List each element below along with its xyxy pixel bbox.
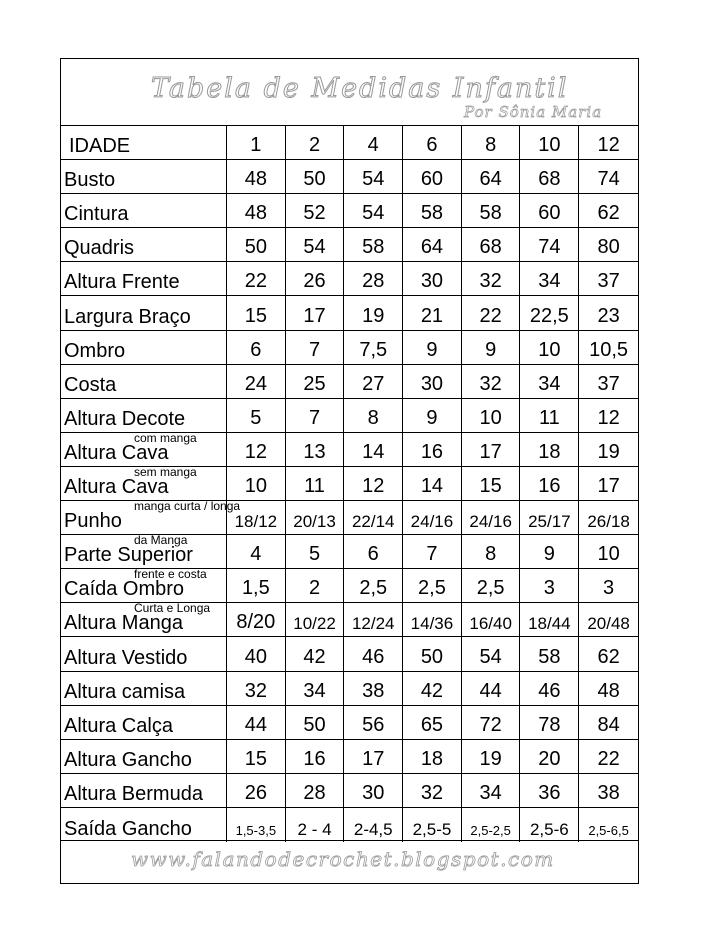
sheet-footer	[61, 841, 638, 883]
table-cell: 64	[403, 228, 462, 261]
table-cell: 58	[344, 228, 403, 261]
row-label: Altura Frente	[64, 271, 180, 294]
table-cell: 36	[521, 774, 580, 807]
table-cell: 28	[344, 262, 403, 295]
table-cell: 7	[403, 535, 462, 568]
row-label: Largura Braço	[64, 305, 191, 328]
table-cell: 3	[603, 577, 615, 600]
table-cell: 2,5-6	[521, 808, 580, 842]
sheet-header	[61, 59, 638, 125]
table-row	[61, 672, 638, 706]
table-cell: 40	[227, 637, 286, 670]
table-cell: 48	[597, 679, 620, 702]
table-cell: 19	[597, 440, 620, 463]
table-cell: 44	[227, 706, 286, 739]
table-cell: 34	[462, 774, 521, 807]
table-cell: 46	[521, 672, 580, 705]
table-row	[61, 603, 638, 637]
table-cell: 15	[227, 296, 286, 329]
table-cell: 28	[286, 774, 345, 807]
row-label-cell	[61, 194, 227, 227]
table-cell: 2,5-6,5	[588, 822, 629, 838]
table-cell: 2-4,5	[344, 808, 403, 842]
table-row	[61, 535, 638, 569]
table-cell: 38	[597, 781, 620, 804]
table-cell: 16	[521, 467, 580, 500]
age-header-cell: 12	[597, 134, 620, 157]
table-row	[61, 569, 638, 603]
table-cell: 60	[521, 194, 580, 227]
table-cell: 58	[403, 194, 462, 227]
measurement-table	[61, 125, 638, 841]
row-label: Altura Decote	[64, 407, 186, 430]
row-label: Altura Cava	[64, 476, 169, 499]
table-cell: 9	[403, 331, 462, 364]
row-label-cell	[61, 331, 227, 364]
table-cell: 38	[344, 672, 403, 705]
table-cell: 68	[462, 228, 521, 261]
table-cell: 10	[462, 399, 521, 432]
row-label: Altura Gancho	[64, 748, 192, 771]
row-label: Costa	[64, 373, 117, 396]
table-cell: 8/20	[227, 603, 286, 636]
table-cell: 18	[521, 433, 580, 466]
row-label-note: com manga	[134, 430, 197, 445]
table-cell: 20	[521, 740, 580, 773]
table-cell: 12	[227, 433, 286, 466]
table-cell: 34	[286, 672, 345, 705]
table-row	[61, 365, 638, 399]
row-label: Quadris	[64, 237, 135, 260]
table-cell: 52	[286, 194, 345, 227]
table-cell: 50	[227, 228, 286, 261]
row-label: Ombro	[64, 339, 126, 362]
table-cell: 2,5	[462, 569, 521, 602]
table-cell: 32	[462, 365, 521, 398]
row-label-note: sem manga	[134, 464, 197, 479]
table-cell: 42	[286, 637, 345, 670]
table-cell: 74	[521, 228, 580, 261]
row-label: Busto	[64, 169, 116, 192]
table-cell: 10/22	[286, 603, 345, 636]
row-label-cell	[61, 535, 227, 568]
table-cell: 16	[286, 740, 345, 773]
row-label-cell	[61, 740, 227, 773]
table-cell: 22	[597, 747, 620, 770]
row-label-cell	[61, 399, 227, 432]
row-label-cell	[61, 126, 227, 159]
table-cell: 25	[286, 365, 345, 398]
table-cell: 19	[344, 296, 403, 329]
table-cell: 15	[227, 740, 286, 773]
row-label: Saída Gancho	[64, 817, 192, 840]
age-header-cell: 10	[521, 126, 580, 159]
age-header-cell: 1	[227, 126, 286, 159]
table-cell: 27	[344, 365, 403, 398]
page-title: Tabela de Medidas Infantil	[151, 73, 569, 104]
table-cell: 26	[227, 774, 286, 807]
table-cell: 60	[403, 160, 462, 193]
table-row	[61, 399, 638, 433]
table-cell: 34	[521, 262, 580, 295]
row-label: Altura Vestido	[64, 646, 188, 669]
table-cell: 17	[597, 475, 620, 498]
table-cell: 54	[462, 637, 521, 670]
table-cell: 12	[597, 406, 620, 429]
table-cell: 10	[521, 331, 580, 364]
row-label-cell	[61, 296, 227, 329]
table-cell: 8	[344, 399, 403, 432]
table-row	[61, 501, 638, 535]
table-cell: 24/16	[403, 501, 462, 534]
table-cell: 16/40	[462, 603, 521, 636]
table-cell: 20/13	[286, 501, 345, 534]
table-cell: 32	[403, 774, 462, 807]
table-cell: 3	[521, 569, 580, 602]
table-cell: 37	[597, 270, 620, 293]
row-label-cell	[61, 672, 227, 705]
table-cell: 62	[597, 202, 620, 225]
age-header-cell: 8	[462, 126, 521, 159]
table-cell: 10	[227, 467, 286, 500]
table-cell: 50	[403, 637, 462, 670]
table-cell: 44	[462, 672, 521, 705]
table-cell: 14	[344, 433, 403, 466]
table-cell: 17	[344, 740, 403, 773]
row-label-cell	[61, 430, 227, 466]
table-cell: 4	[227, 535, 286, 568]
table-cell: 68	[521, 160, 580, 193]
table-row	[61, 331, 638, 365]
age-header-cell: 2	[286, 126, 345, 159]
table-row	[61, 774, 638, 808]
row-label: Caída Ombro	[64, 578, 185, 601]
age-header-cell: 6	[403, 126, 462, 159]
table-row	[61, 808, 638, 842]
table-cell: 11	[521, 399, 580, 432]
table-cell: 12/24	[344, 603, 403, 636]
table-cell: 80	[597, 236, 620, 259]
table-cell: 42	[403, 672, 462, 705]
table-cell: 8	[462, 535, 521, 568]
row-label: Altura camisa	[64, 680, 186, 703]
table-cell: 46	[344, 637, 403, 670]
table-row	[61, 464, 638, 501]
table-cell: 18	[403, 740, 462, 773]
table-cell: 30	[403, 365, 462, 398]
table-cell: 7,5	[344, 331, 403, 364]
table-cell: 7	[286, 399, 345, 432]
table-cell: 21	[403, 296, 462, 329]
table-cell: 18/44	[521, 603, 580, 636]
table-cell: 10	[597, 543, 620, 566]
table-cell: 19	[462, 740, 521, 773]
table-cell: 50	[286, 706, 345, 739]
table-cell: 26/18	[587, 512, 630, 532]
table-cell: 58	[462, 194, 521, 227]
table-cell: 17	[462, 433, 521, 466]
table-cell: 6	[344, 535, 403, 568]
table-cell: 2	[286, 569, 345, 602]
row-label: Punho	[64, 510, 122, 533]
table-cell: 32	[462, 262, 521, 295]
table-cell: 64	[462, 160, 521, 193]
row-label-cell	[61, 262, 227, 295]
table-cell: 54	[344, 160, 403, 193]
row-label-cell	[61, 499, 241, 534]
table-cell: 15	[462, 467, 521, 500]
table-cell: 30	[344, 774, 403, 807]
age-header-label: IDADE	[69, 135, 131, 158]
table-row	[61, 262, 638, 296]
table-cell: 24/16	[462, 501, 521, 534]
row-label-cell	[61, 228, 227, 261]
table-row	[61, 296, 638, 330]
table-cell: 54	[344, 194, 403, 227]
table-cell: 11	[286, 467, 345, 500]
table-cell: 5	[227, 399, 286, 432]
row-label-cell	[61, 637, 227, 670]
table-cell: 84	[597, 713, 620, 736]
table-cell: 48	[227, 194, 286, 227]
table-cell: 32	[227, 672, 286, 705]
table-cell: 22	[462, 296, 521, 329]
table-cell: 14	[403, 467, 462, 500]
table-cell: 72	[462, 706, 521, 739]
table-cell: 23	[597, 304, 620, 327]
table-cell: 14/36	[403, 603, 462, 636]
table-header-row	[61, 126, 638, 160]
table-cell: 48	[227, 160, 286, 193]
table-row	[61, 228, 638, 262]
row-label-cell	[61, 603, 227, 636]
table-cell: 2,5	[403, 569, 462, 602]
row-label: Altura Cava	[64, 441, 169, 464]
table-cell: 26	[286, 262, 345, 295]
table-cell: 6	[227, 331, 286, 364]
row-label-note: manga curta / longa	[134, 499, 241, 514]
table-cell: 54	[286, 228, 345, 261]
table-cell: 74	[597, 168, 620, 191]
table-cell: 37	[597, 372, 620, 395]
row-label: Altura Calça	[64, 714, 173, 737]
row-label: Altura Bermuda	[64, 782, 203, 805]
row-label-cell	[61, 160, 227, 193]
table-row	[61, 430, 638, 467]
table-cell: 22	[227, 262, 286, 295]
table-cell: 2,5	[344, 569, 403, 602]
table-cell: 10,5	[589, 338, 629, 361]
table-cell: 34	[521, 365, 580, 398]
table-row	[61, 637, 638, 671]
table-cell: 2,5-5	[403, 808, 462, 842]
table-cell: 30	[403, 262, 462, 295]
table-cell: 78	[521, 706, 580, 739]
row-label: Cintura	[64, 203, 129, 226]
row-label-cell	[61, 706, 227, 739]
table-cell: 7	[286, 331, 345, 364]
table-cell: 13	[286, 433, 345, 466]
row-label: Parte Superior	[64, 544, 193, 567]
table-cell: 12	[344, 467, 403, 500]
table-row	[61, 740, 638, 774]
table-cell: 9	[403, 399, 462, 432]
row-label-cell	[61, 365, 227, 398]
author-credit: Por Sônia Maria	[464, 103, 603, 121]
table-cell: 9	[521, 535, 580, 568]
row-label-cell	[61, 808, 227, 842]
table-cell: 25/17	[521, 501, 580, 534]
table-cell: 58	[521, 637, 580, 670]
table-cell: 56	[344, 706, 403, 739]
table-cell: 18/12	[227, 501, 286, 534]
table-cell: 1,5	[227, 569, 286, 602]
table-row	[61, 160, 638, 194]
table-row	[61, 706, 638, 740]
table-cell: 62	[597, 645, 620, 668]
table-cell: 1,5-3,5	[227, 808, 286, 842]
measurement-sheet	[60, 58, 639, 884]
table-cell: 24	[227, 365, 286, 398]
age-header-cell: 4	[344, 126, 403, 159]
table-cell: 2,5-2,5	[462, 808, 521, 842]
table-cell: 5	[286, 535, 345, 568]
row-label: Altura Manga	[64, 612, 183, 635]
row-label-cell	[61, 774, 227, 807]
table-cell: 22/14	[344, 501, 403, 534]
table-cell: 17	[286, 296, 345, 329]
table-cell: 22,5	[521, 296, 580, 329]
row-label-note: frente e costa	[134, 567, 207, 582]
table-cell: 20/48	[587, 614, 630, 634]
table-cell: 16	[403, 433, 462, 466]
row-label-cell	[61, 464, 227, 500]
row-label-cell	[61, 569, 227, 602]
row-label-note: da Manga	[134, 533, 188, 548]
table-cell: 9	[462, 331, 521, 364]
table-row	[61, 194, 638, 228]
table-cell: 2 - 4	[286, 808, 345, 842]
blog-url: www.falandodecrochet.blogspot.com	[131, 847, 555, 871]
table-cell: 65	[403, 706, 462, 739]
row-label-note: Curta e Longa	[134, 601, 211, 616]
table-cell: 50	[286, 160, 345, 193]
